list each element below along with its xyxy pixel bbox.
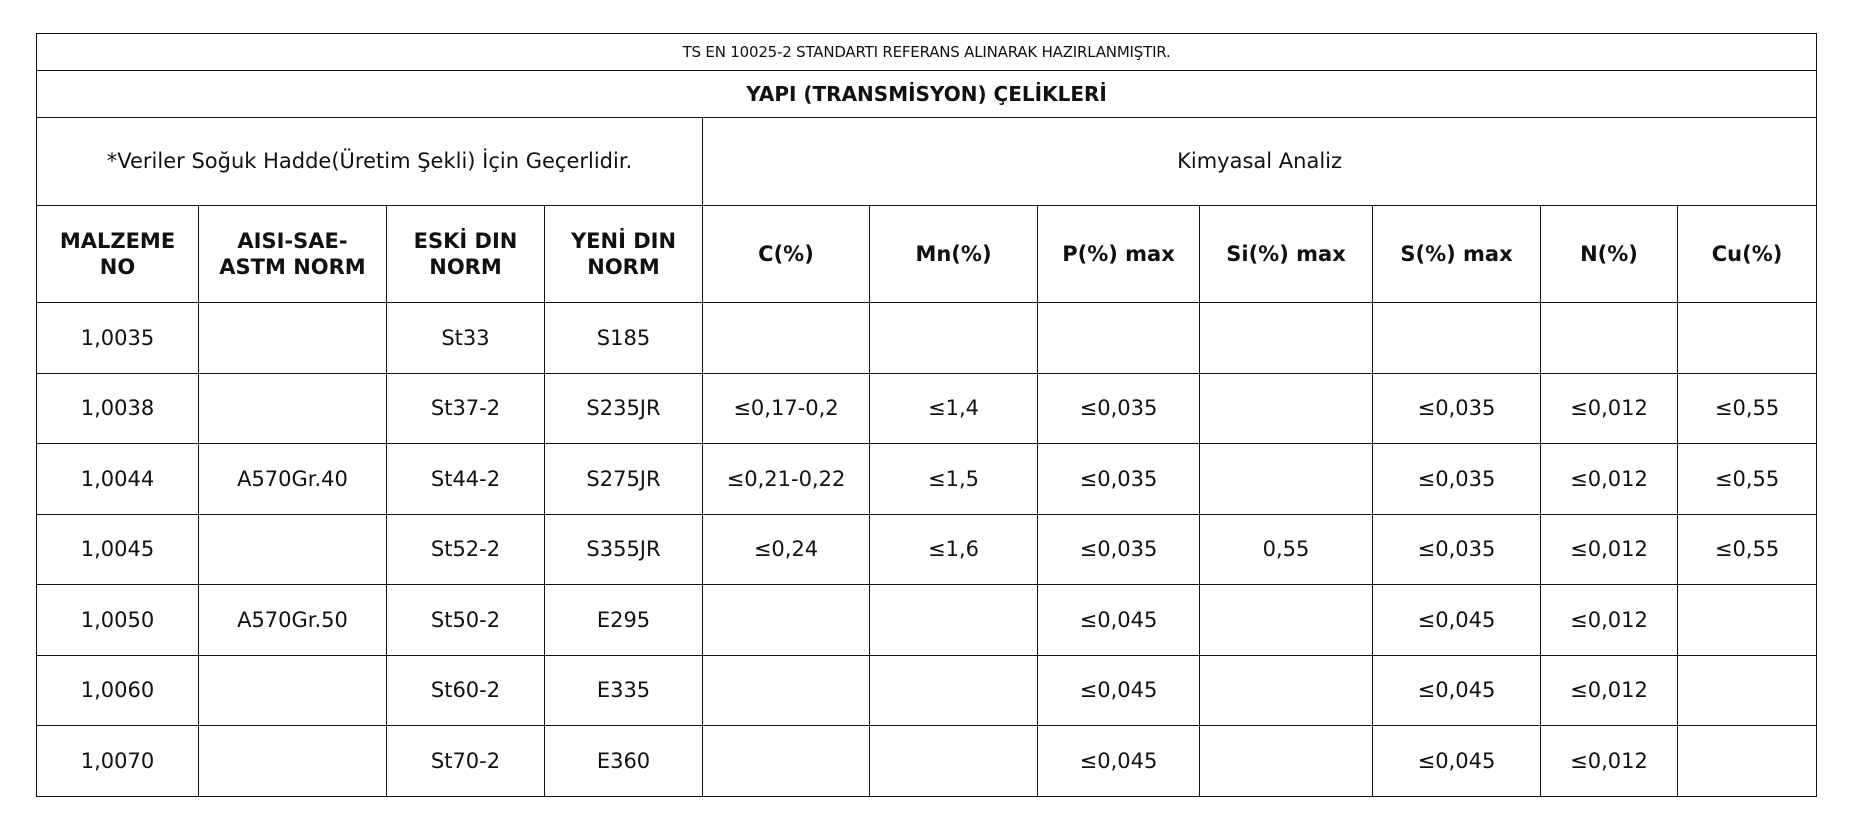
cell-malzeme-no: 1,0038 [37,373,199,444]
cell-c [703,303,870,374]
cell-mn [870,585,1038,656]
cell-cu [1678,303,1817,374]
cell-mn [870,303,1038,374]
cell-n: ≤0,012 [1541,655,1678,726]
table-row [37,373,1817,444]
cell-p: ≤0,045 [1038,655,1200,726]
cell-eski-din: St70-2 [387,726,545,797]
cell-s: ≤0,045 [1373,655,1541,726]
header-c: C(%) [703,206,870,303]
cell-c: ≤0,24 [703,514,870,585]
standard-note: TS EN 10025-2 STANDARTI REFERANS ALINARAK HAZIRLANMIŞTIR. [37,34,1817,71]
table-row [37,585,1817,656]
group-header-row [37,118,1817,206]
cell-p: ≤0,045 [1038,585,1200,656]
cell-eski-din: St33 [387,303,545,374]
cell-si [1200,585,1373,656]
header-n: N(%) [1541,206,1678,303]
cell-eski-din: St44-2 [387,444,545,515]
cell-aisi-norm [199,726,387,797]
table-row [37,444,1817,515]
cell-aisi-norm: A570Gr.40 [199,444,387,515]
cell-mn: ≤1,4 [870,373,1038,444]
cell-n: ≤0,012 [1541,373,1678,444]
table-row [37,514,1817,585]
cell-cu: ≤0,55 [1678,373,1817,444]
table-title: YAPI (TRANSMİSYON) ÇELİKLERİ [37,71,1817,118]
cell-eski-din: St50-2 [387,585,545,656]
validity-note: *Veriler Soğuk Hadde(Üretim Şekli) İçin Geçerlidir. [37,118,703,206]
header-eski-din: ESKİ DIN NORM [387,206,545,303]
cell-mn: ≤1,6 [870,514,1038,585]
header-p: P(%) max [1038,206,1200,303]
cell-c [703,726,870,797]
cell-c [703,585,870,656]
cell-n: ≤0,012 [1541,514,1678,585]
cell-eski-din: St52-2 [387,514,545,585]
cell-aisi-norm [199,514,387,585]
cell-cu [1678,726,1817,797]
cell-n: ≤0,012 [1541,726,1678,797]
cell-s: ≤0,045 [1373,585,1541,656]
cell-yeni-din: E295 [545,585,703,656]
steel-table [36,33,1817,797]
cell-c: ≤0,21-0,22 [703,444,870,515]
cell-yeni-din: S235JR [545,373,703,444]
cell-s: ≤0,035 [1373,373,1541,444]
cell-c [703,655,870,726]
cell-n: ≤0,012 [1541,444,1678,515]
standard-note-row [37,34,1817,71]
cell-malzeme-no: 1,0044 [37,444,199,515]
cell-si [1200,726,1373,797]
cell-malzeme-no: 1,0070 [37,726,199,797]
chemical-analysis-header: Kimyasal Analiz [703,118,1817,206]
cell-yeni-din: S355JR [545,514,703,585]
cell-s [1373,303,1541,374]
cell-aisi-norm: A570Gr.50 [199,585,387,656]
cell-p [1038,303,1200,374]
cell-mn: ≤1,5 [870,444,1038,515]
cell-malzeme-no: 1,0035 [37,303,199,374]
header-cu: Cu(%) [1678,206,1817,303]
header-mn: Mn(%) [870,206,1038,303]
cell-aisi-norm [199,655,387,726]
header-aisi-norm: AISI-SAE-ASTM NORM [199,206,387,303]
cell-si [1200,373,1373,444]
cell-yeni-din: S185 [545,303,703,374]
table-row [37,303,1817,374]
cell-s: ≤0,045 [1373,726,1541,797]
cell-cu [1678,655,1817,726]
title-row [37,71,1817,118]
cell-mn [870,726,1038,797]
table-row [37,655,1817,726]
header-malzeme-no: MALZEME NO [37,206,199,303]
cell-mn [870,655,1038,726]
cell-s: ≤0,035 [1373,444,1541,515]
cell-cu [1678,585,1817,656]
cell-eski-din: St60-2 [387,655,545,726]
cell-s: ≤0,035 [1373,514,1541,585]
header-s: S(%) max [1373,206,1541,303]
table-row [37,726,1817,797]
cell-si [1200,655,1373,726]
cell-malzeme-no: 1,0050 [37,585,199,656]
cell-aisi-norm [199,303,387,374]
cell-yeni-din: E360 [545,726,703,797]
cell-p: ≤0,035 [1038,444,1200,515]
header-yeni-din: YENİ DIN NORM [545,206,703,303]
column-header-row [37,206,1817,303]
cell-cu: ≤0,55 [1678,444,1817,515]
cell-si [1200,303,1373,374]
cell-si: 0,55 [1200,514,1373,585]
cell-p: ≤0,045 [1038,726,1200,797]
header-si: Si(%) max [1200,206,1373,303]
cell-si [1200,444,1373,515]
cell-n: ≤0,012 [1541,585,1678,656]
cell-yeni-din: S275JR [545,444,703,515]
cell-yeni-din: E335 [545,655,703,726]
cell-eski-din: St37-2 [387,373,545,444]
cell-p: ≤0,035 [1038,514,1200,585]
cell-malzeme-no: 1,0045 [37,514,199,585]
cell-p: ≤0,035 [1038,373,1200,444]
cell-n [1541,303,1678,374]
cell-c: ≤0,17-0,2 [703,373,870,444]
cell-cu: ≤0,55 [1678,514,1817,585]
cell-aisi-norm [199,373,387,444]
cell-malzeme-no: 1,0060 [37,655,199,726]
